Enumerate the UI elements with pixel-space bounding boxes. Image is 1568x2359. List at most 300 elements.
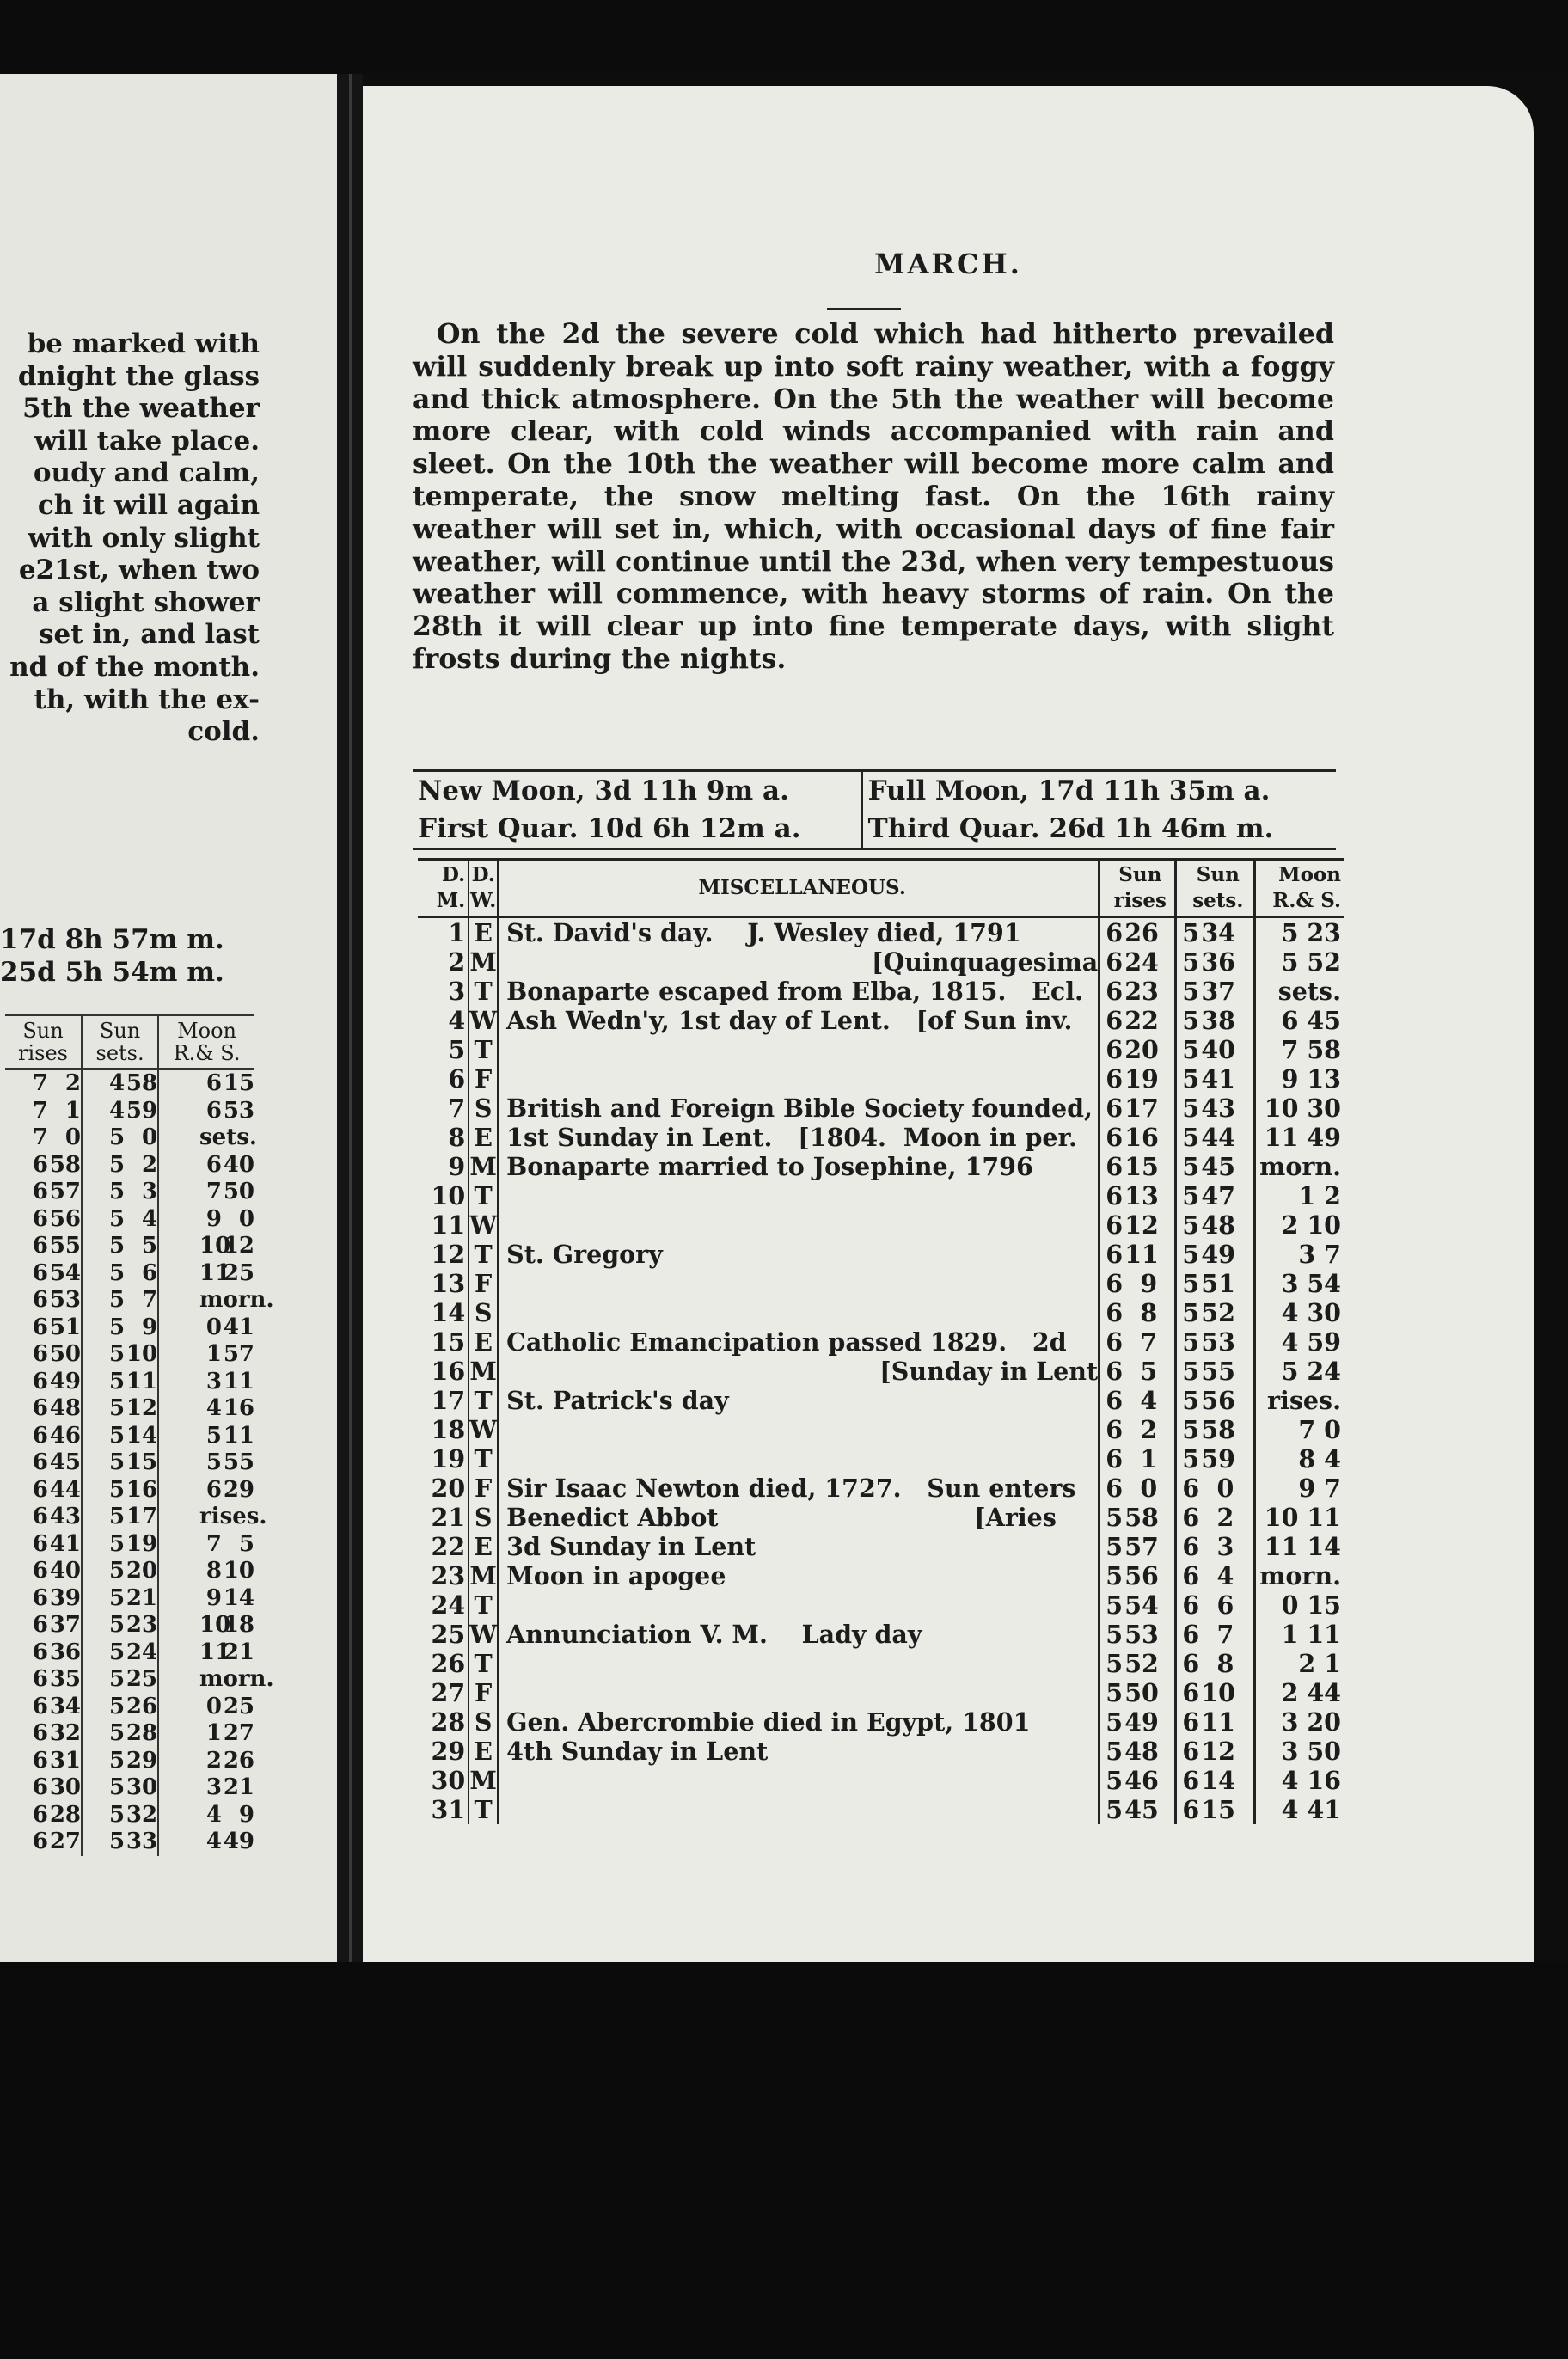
moon-cell (158, 1774, 254, 1802)
minute: 50 (1124, 1678, 1159, 1707)
weather-forecast: On the 2d the severe cold which had hitherto prevailed will suddenly break up into soft rainy weather, with a foggy and thick atmosphere. On the 5th the weather will become more clear, with cold winds accompanied with rain and sleet. On the 10th the weather will become more calm and temperate, the snow melting fast. On the 16th rainy weather will set in, which, with occasional days of fine fair weather, will continue until the 23d, when very tempestuous weather will commence, with heavy storms of rain. On the 28th it will clear up into fine temperate days, with slight frosts during the nights. (413, 318, 1334, 675)
value: 11 (223, 1368, 254, 1394)
moon-cell: 3 54 (1255, 1269, 1344, 1298)
moon-cell: 5 52 (1255, 947, 1344, 977)
moon-cell (158, 1152, 254, 1180)
minute: 47 (1201, 1181, 1236, 1210)
day-of-month: 8 (448, 1123, 466, 1152)
minute: 15 (1201, 1795, 1236, 1824)
hour: 6 (1106, 977, 1124, 1006)
table-row (418, 1620, 1344, 1649)
moon-cell (158, 1260, 254, 1288)
table-row (5, 1449, 254, 1477)
miscellaneous-note: Bonaparte married to Josephine, 1796 (506, 1152, 1033, 1181)
table-row (418, 977, 1344, 1006)
value: 12 (223, 1233, 254, 1259)
hour: 6 (1106, 947, 1124, 977)
sunset-cell (1176, 1123, 1255, 1152)
table-row (418, 1590, 1344, 1620)
table-row (418, 1269, 1344, 1298)
value: 21 (223, 1774, 254, 1800)
value: 6 (32, 1584, 49, 1611)
table-row (418, 1737, 1344, 1766)
previous-page-fragment (0, 74, 337, 1962)
table-row (418, 1327, 1344, 1357)
value: 45 (49, 1449, 82, 1475)
sunrise-cell (1099, 1327, 1176, 1357)
value: 6 (32, 1774, 49, 1800)
table-row (418, 1181, 1344, 1210)
table-row (418, 1035, 1344, 1064)
day-of-week: T (469, 977, 499, 1006)
previous-page-text-line: oudy and calm, (33, 457, 260, 489)
moon-cell (158, 1802, 254, 1829)
moon-cell (158, 1720, 254, 1748)
moon-cell: 5 24 (1255, 1357, 1344, 1386)
table-row (418, 1152, 1344, 1181)
value: 7 (32, 1097, 49, 1124)
sunset-cell (82, 1774, 158, 1802)
value: 53 (223, 1097, 254, 1124)
sunrise-cell (1099, 1123, 1176, 1152)
sunset-cell (1176, 1503, 1255, 1532)
day-of-week: M (469, 1561, 497, 1590)
table-row (5, 1179, 254, 1206)
minute: 26 (1124, 918, 1159, 947)
value: 5 (109, 1476, 126, 1503)
value: 5 (109, 1612, 126, 1638)
moon-cell: 2 1 (1255, 1649, 1344, 1678)
sunset-cell (1176, 1415, 1255, 1444)
table-row (5, 1069, 254, 1098)
full-moon: Full Moon, 17d 11h 35m a. (861, 771, 1336, 811)
hour: 5 (1182, 977, 1200, 1006)
value: 7 (142, 1287, 158, 1313)
value: 5 (109, 1341, 126, 1367)
sunset-cell (1176, 1006, 1255, 1035)
day-of-week: E (469, 1737, 499, 1766)
sunrise-cell (1099, 1152, 1176, 1181)
value: 4 (109, 1070, 126, 1096)
hour: 5 (1182, 1357, 1200, 1386)
moon-cell (158, 1639, 254, 1667)
value: 53 (49, 1287, 82, 1313)
value: 6 (32, 1287, 49, 1313)
sunset-cell (1176, 1240, 1255, 1269)
hour: 5 (1182, 1064, 1200, 1094)
sunrise-cell (5, 1314, 82, 1342)
miscellaneous-note: Gen. Abercrombie died in Egypt, 1801 (506, 1707, 1031, 1737)
value: 5 (238, 1530, 254, 1557)
hour: 6 (1106, 1064, 1124, 1094)
column-header-sunrise: Sun rises (1099, 860, 1176, 917)
sunset-cell (1176, 1152, 1255, 1181)
sunrise-cell (5, 1152, 82, 1180)
day-of-week: M (469, 1152, 497, 1181)
value: 54 (49, 1259, 82, 1286)
value: 26 (126, 1693, 158, 1719)
day-of-month: 18 (431, 1415, 466, 1444)
sunrise-cell (1099, 1298, 1176, 1327)
moon-cell: 3 20 (1255, 1707, 1344, 1737)
minute: 12 (1201, 1737, 1236, 1766)
almanac-page-march (363, 86, 1534, 1962)
day-of-week: T (469, 1444, 499, 1474)
hour: 6 (1106, 1298, 1124, 1327)
sunset-cell (1176, 917, 1255, 948)
hour: 5 (1182, 947, 1200, 977)
previous-page-text-line: nd of the month. (9, 651, 260, 683)
hour: 5 (1182, 1181, 1200, 1210)
minute: 4 (1216, 1561, 1234, 1590)
sunset-cell (1176, 1298, 1255, 1327)
table-row (5, 1314, 254, 1342)
value: 6 (32, 1530, 49, 1557)
value: 6 (32, 1829, 49, 1854)
minute: 53 (1201, 1327, 1236, 1357)
minute: 48 (1201, 1210, 1236, 1240)
value: 6 (32, 1151, 49, 1178)
value: 3 (142, 1179, 158, 1204)
minute: 45 (1124, 1795, 1159, 1824)
sunrise-cell (1099, 1620, 1176, 1649)
value: 41 (223, 1314, 254, 1340)
value: 58 (49, 1151, 82, 1178)
sunset-cell (1176, 1210, 1255, 1240)
value: 26 (223, 1747, 254, 1774)
value: 30 (49, 1774, 82, 1800)
scan-background-top (0, 0, 1568, 74)
previous-page-moon-line: 25d 5h 54m m. (0, 957, 224, 988)
sunrise-cell (5, 1260, 82, 1288)
value: 1 (64, 1097, 82, 1124)
value: 6 (32, 1666, 49, 1692)
value: 15 (223, 1070, 254, 1096)
value: 6 (32, 1558, 49, 1584)
moon-cell: rises. (1255, 1386, 1344, 1415)
table-row (5, 1531, 254, 1559)
sunrise-cell (1099, 1240, 1176, 1269)
sunset-cell (82, 1423, 158, 1450)
moon-phases-table (413, 769, 1336, 850)
value: 6 (32, 1314, 49, 1340)
value: 5 (109, 1530, 126, 1557)
day-of-month: 26 (431, 1649, 466, 1678)
day-of-week: T (469, 1240, 499, 1269)
sunset-cell (82, 1152, 158, 1180)
moon-cell (158, 1069, 254, 1098)
value: 5 (109, 1314, 126, 1340)
sunrise-cell (5, 1802, 82, 1829)
hour: 6 (1182, 1707, 1200, 1737)
table-row (418, 1006, 1344, 1035)
sunrise-cell (5, 1477, 82, 1504)
minute: 56 (1201, 1386, 1236, 1415)
sunrise-cell (1099, 1035, 1176, 1064)
day-of-week: M (469, 1766, 497, 1795)
table-row (5, 1612, 254, 1639)
value: 6 (32, 1341, 49, 1367)
hour: 6 (1106, 1474, 1124, 1503)
value: 0 (238, 1205, 254, 1232)
table-row (5, 1558, 254, 1585)
value: 6 (32, 1395, 49, 1421)
miscellaneous-note: 1st Sunday in Lent. [1804. Moon in per. (506, 1123, 1077, 1152)
value: 5 (142, 1233, 158, 1259)
table-row (5, 1585, 254, 1613)
table-row (5, 1829, 254, 1856)
value: 25 (126, 1666, 158, 1692)
moon-cell: 11 49 (1255, 1123, 1344, 1152)
value: 5 (109, 1504, 126, 1529)
value: 3 (205, 1368, 222, 1394)
hour: 6 (1106, 1386, 1124, 1415)
table-row (5, 1802, 254, 1829)
sunrise-cell (5, 1558, 82, 1585)
sunrise-cell (1099, 1503, 1176, 1532)
moon-cell: 7 0 (1255, 1415, 1344, 1444)
moon-cell (158, 1748, 254, 1775)
previous-page-text-line: 5th the weather (21, 393, 260, 425)
minute: 58 (1124, 1503, 1159, 1532)
table-row (418, 1415, 1344, 1444)
table-row (5, 1694, 254, 1721)
value: 41 (49, 1530, 82, 1557)
miscellaneous-note: Benedict Abbot [Aries (506, 1503, 1057, 1532)
value: 58 (126, 1070, 158, 1096)
day-of-week: E (469, 1327, 499, 1357)
value: 4 (205, 1801, 222, 1828)
sunset-cell (82, 1802, 158, 1829)
sunrise-cell (5, 1612, 82, 1639)
previous-page-text-line: will take place. (34, 425, 260, 456)
day-of-week: W (469, 1006, 498, 1035)
minute: 38 (1201, 1006, 1236, 1035)
new-moon: New Moon, 3d 11h 9m a. (418, 775, 789, 806)
sunset-cell (1176, 1269, 1255, 1298)
minute: 41 (1201, 1064, 1236, 1094)
day-of-week: F (469, 1269, 499, 1298)
sunset-cell (1176, 1532, 1255, 1561)
value: 32 (49, 1720, 82, 1746)
previous-page-moon-line: 17d 8h 57m m. (0, 924, 224, 955)
hour: 5 (1106, 1678, 1124, 1707)
value: 6 (32, 1504, 49, 1529)
value: 43 (49, 1504, 82, 1529)
minute: 15 (1124, 1152, 1159, 1181)
day-of-month: 31 (431, 1795, 466, 1824)
day-of-week: W (469, 1210, 498, 1240)
value: 10 (199, 1233, 231, 1259)
value: 11 (199, 1259, 231, 1286)
minute: 46 (1124, 1766, 1159, 1795)
value: morn. (199, 1666, 274, 1692)
sunrise-cell (5, 1449, 82, 1477)
value: 9 (205, 1205, 222, 1232)
table-row (418, 1064, 1344, 1094)
table-row (5, 1260, 254, 1288)
moon-cell (158, 1233, 254, 1260)
day-of-month: 27 (431, 1678, 466, 1707)
hour: 5 (1182, 1240, 1200, 1269)
value: 30 (126, 1774, 158, 1800)
moon-cell: 9 7 (1255, 1474, 1344, 1503)
hour: 6 (1106, 1444, 1124, 1474)
value: 50 (49, 1341, 82, 1367)
miscellaneous-note (499, 1269, 1099, 1298)
minute: 24 (1124, 947, 1159, 977)
minute: 59 (1201, 1444, 1236, 1474)
table-row (5, 1369, 254, 1396)
value: 6 (32, 1476, 49, 1503)
sunrise-cell (5, 1504, 82, 1531)
moon-cell: 2 44 (1255, 1678, 1344, 1707)
minute: 8 (1216, 1649, 1234, 1678)
value: 6 (205, 1070, 222, 1096)
moon-cell (158, 1124, 257, 1152)
sunrise-cell (5, 1720, 82, 1748)
day-of-month: 17 (431, 1386, 466, 1415)
day-of-month: 11 (431, 1210, 466, 1240)
gutter-line (349, 74, 352, 1962)
sunrise-cell (1099, 1561, 1176, 1590)
table-row (418, 1561, 1344, 1590)
table-row (5, 1341, 254, 1369)
value: 55 (223, 1449, 254, 1475)
moon-cell: 7 58 (1255, 1035, 1344, 1064)
value: sets. (199, 1124, 257, 1150)
value: 6 (32, 1612, 49, 1638)
hour: 5 (1106, 1532, 1124, 1561)
miscellaneous-note (499, 1590, 1099, 1620)
page-title: MARCH. (874, 248, 1022, 280)
value: 1 (205, 1341, 222, 1367)
sunset-cell (82, 1694, 158, 1721)
miscellaneous-note: St. Gregory (506, 1240, 663, 1269)
moon-cell: 2 10 (1255, 1210, 1344, 1240)
moon-cell: 3 50 (1255, 1737, 1344, 1766)
hour: 5 (1182, 1298, 1200, 1327)
sunrise-cell (1099, 917, 1176, 948)
day-of-week: M (469, 947, 497, 977)
minute: 2 (1140, 1415, 1158, 1444)
miscellaneous-note: Bonaparte escaped from Elba, 1815. Ecl. (506, 977, 1083, 1006)
miscellaneous-note: Moon in apogee (506, 1561, 726, 1590)
minute: 36 (1201, 947, 1236, 977)
value: 5 (109, 1179, 126, 1204)
minute: 11 (1201, 1707, 1236, 1737)
hour: 5 (1182, 1152, 1200, 1181)
value: 32 (126, 1801, 158, 1828)
value: 25 (223, 1259, 254, 1286)
value: 16 (126, 1476, 158, 1503)
day-of-week: S (469, 1707, 499, 1737)
value: 5 (109, 1287, 126, 1313)
value: 5 (109, 1368, 126, 1394)
value: 5 (109, 1422, 126, 1449)
table-row (5, 1098, 254, 1125)
value: 6 (205, 1097, 222, 1124)
value: 5 (109, 1124, 126, 1150)
miscellaneous-note (499, 1298, 1099, 1327)
moon-cell (158, 1287, 274, 1314)
value: 6 (205, 1476, 222, 1503)
day-of-month: 28 (431, 1707, 466, 1737)
sunrise-cell (1099, 1590, 1176, 1620)
value: 20 (126, 1558, 158, 1584)
day-of-month: 14 (431, 1298, 466, 1327)
value: 5 (109, 1449, 126, 1475)
minute: 40 (1201, 1035, 1236, 1064)
sunrise-cell (1099, 1006, 1176, 1035)
table-row (418, 1649, 1344, 1678)
moon-cell: 1 11 (1255, 1620, 1344, 1649)
day-of-week: E (469, 1123, 499, 1152)
sunrise-cell (5, 1694, 82, 1721)
value: 2 (64, 1070, 82, 1096)
table-row (418, 1678, 1344, 1707)
previous-page-text-line: a slight shower (32, 586, 260, 618)
day-of-month: 25 (431, 1620, 466, 1649)
sunrise-cell (1099, 947, 1176, 977)
value: 5 (109, 1259, 126, 1286)
miscellaneous-note (499, 1678, 1099, 1707)
minute: 49 (1201, 1240, 1236, 1269)
value: 27 (223, 1720, 254, 1746)
moon-cell (158, 1558, 254, 1585)
hour: 5 (1182, 1123, 1200, 1152)
value: 28 (126, 1720, 158, 1746)
sunset-cell (82, 1639, 158, 1667)
sunset-cell (1176, 1795, 1255, 1824)
sunset-cell (82, 1558, 158, 1585)
value: 23 (126, 1612, 158, 1638)
scan-background-bottom (0, 1962, 1568, 2359)
minute: 1 (1140, 1444, 1158, 1474)
table-row (5, 1423, 254, 1450)
value: 40 (223, 1151, 254, 1178)
value: 49 (223, 1829, 254, 1854)
sunset-cell (1176, 1590, 1255, 1620)
value: 7 (205, 1530, 222, 1557)
moon-cell: 0 15 (1255, 1590, 1344, 1620)
value: 37 (49, 1612, 82, 1638)
sunrise-cell (5, 1423, 82, 1450)
sunset-cell (1176, 1620, 1255, 1649)
value: 31 (49, 1747, 82, 1774)
sunset-cell (1176, 1181, 1255, 1210)
hour: 5 (1106, 1590, 1124, 1620)
value: 9 (142, 1314, 158, 1340)
hour: 5 (1182, 1386, 1200, 1415)
day-of-week: F (469, 1064, 499, 1094)
sunset-cell (82, 1720, 158, 1748)
day-of-month: 19 (431, 1444, 466, 1474)
miscellaneous-note (499, 1444, 1099, 1474)
value: morn. (199, 1287, 274, 1313)
day-of-week: F (469, 1678, 499, 1707)
miscellaneous-note: St. David's day. J. Wesley died, 1791 (506, 918, 1021, 947)
minute: 12 (1124, 1210, 1159, 1240)
hour: 6 (1182, 1678, 1200, 1707)
value: 17 (126, 1504, 158, 1529)
miscellaneous-note: [Sunday in Lent (879, 1357, 1099, 1386)
sunset-cell (82, 1666, 158, 1694)
table-row (5, 1504, 254, 1531)
value: 5 (109, 1829, 126, 1854)
value: 49 (49, 1368, 82, 1394)
miscellaneous-note (499, 1766, 1099, 1795)
